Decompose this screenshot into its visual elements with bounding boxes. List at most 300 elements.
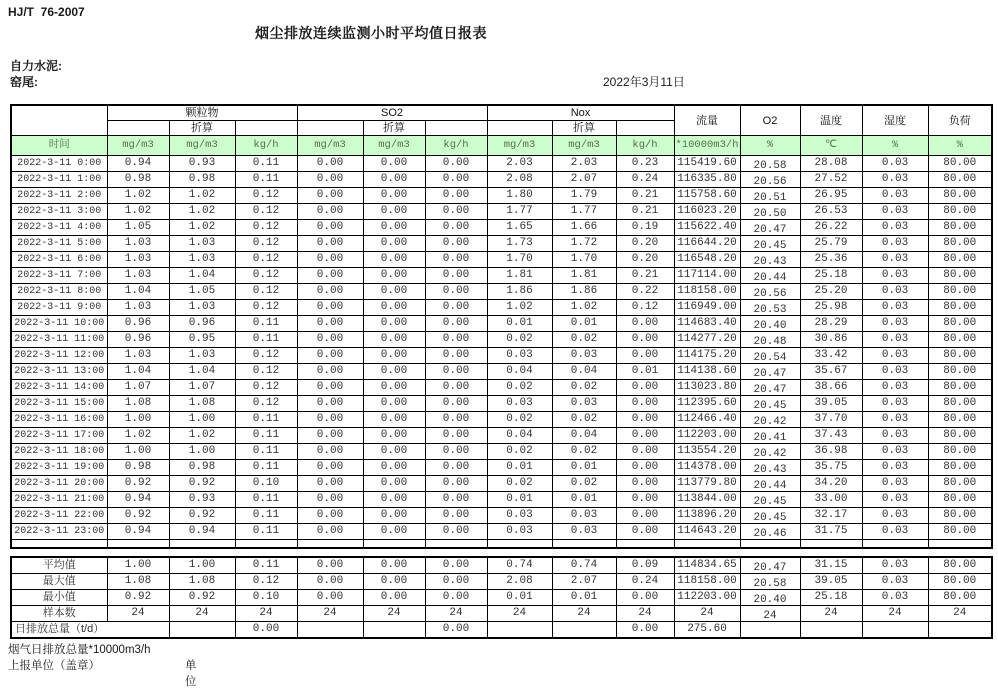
value-cell: 0.11 xyxy=(235,524,297,540)
value-cell: 1.00 xyxy=(169,557,235,574)
value-cell: 1.81 xyxy=(487,268,552,284)
col-header-humidity: 湿度 xyxy=(862,105,928,136)
value-cell: 0.00 xyxy=(363,156,425,172)
value-cell: 0.00 xyxy=(363,444,425,460)
value-cell: 0.03 xyxy=(862,444,928,460)
value-cell: 0.00 xyxy=(363,460,425,476)
value-cell: 0.00 xyxy=(297,348,363,364)
data-row xyxy=(11,172,992,188)
value-cell: 0.01 xyxy=(487,590,552,606)
value-cell: 0.03 xyxy=(487,508,552,524)
value-cell: 0.21 xyxy=(616,188,674,204)
value-cell: 1.00 xyxy=(107,557,169,574)
data-row xyxy=(11,508,992,524)
standard-number: HJ/T 76-2007 xyxy=(8,5,85,19)
value-cell: 0.03 xyxy=(862,268,928,284)
time-cell: 2022-3-11 20:00 xyxy=(11,476,107,492)
value-cell: 0.20 xyxy=(616,252,674,268)
value-cell: 27.52 xyxy=(800,172,862,188)
value-cell: 0.00 xyxy=(616,460,674,476)
value-cell: 0.00 xyxy=(297,476,363,492)
unit-header: mg/m3 xyxy=(107,136,169,156)
value-cell: 1.02 xyxy=(107,428,169,444)
value-cell: 1.02 xyxy=(169,204,235,220)
value-cell: 0.00 xyxy=(297,284,363,300)
value-cell: 118158.00 xyxy=(674,574,740,590)
blank-cell xyxy=(297,121,363,136)
unit-header-row xyxy=(11,136,992,156)
value-cell: 0.94 xyxy=(107,156,169,172)
value-cell: 0.01 xyxy=(487,316,552,332)
value-cell: 20.45 xyxy=(740,508,800,524)
value-cell xyxy=(169,622,235,639)
value-cell: 0.12 xyxy=(235,380,297,396)
value-cell: 20.47 xyxy=(740,220,800,236)
value-cell xyxy=(928,622,992,639)
value-cell: 0.00 xyxy=(425,476,487,492)
value-cell: 1.02 xyxy=(169,428,235,444)
value-cell: 20.54 xyxy=(740,348,800,364)
value-cell: 0.03 xyxy=(487,396,552,412)
blank-cell xyxy=(425,121,487,136)
value-cell: 0.11 xyxy=(235,156,297,172)
empty-cell xyxy=(487,540,552,548)
value-cell: 116644.20 xyxy=(674,236,740,252)
value-cell: 20.40 xyxy=(740,316,800,332)
value-cell: 24 xyxy=(552,606,616,622)
value-cell: 80.00 xyxy=(928,172,992,188)
value-cell: 80.00 xyxy=(928,412,992,428)
value-cell: 80.00 xyxy=(928,284,992,300)
value-cell: 20.51 xyxy=(740,188,800,204)
value-cell: 1.79 xyxy=(552,188,616,204)
value-cell: 0.00 xyxy=(297,332,363,348)
value-cell: 24 xyxy=(235,606,297,622)
unit-header: kg/h xyxy=(425,136,487,156)
value-cell: 0.94 xyxy=(107,524,169,540)
value-cell: 0.00 xyxy=(297,460,363,476)
value-cell: 0.02 xyxy=(487,332,552,348)
value-cell: 0.93 xyxy=(169,492,235,508)
value-cell: 1.03 xyxy=(107,348,169,364)
value-cell: 0.19 xyxy=(616,220,674,236)
value-cell: 0.12 xyxy=(235,348,297,364)
value-cell: 1.02 xyxy=(107,204,169,220)
value-cell: 0.03 xyxy=(862,284,928,300)
unit-header: kg/h xyxy=(235,136,297,156)
value-cell: 0.00 xyxy=(425,268,487,284)
data-row xyxy=(11,492,992,508)
value-cell: 0.92 xyxy=(107,476,169,492)
value-cell: 1.70 xyxy=(487,252,552,268)
value-cell: 0.00 xyxy=(616,396,674,412)
summary-row xyxy=(11,557,992,574)
value-cell: 114834.65 xyxy=(674,557,740,574)
group-header-pm: 颗粒物 xyxy=(107,105,297,121)
time-cell: 2022-3-11 9:00 xyxy=(11,300,107,316)
value-cell: 0.21 xyxy=(616,268,674,284)
data-row xyxy=(11,156,992,172)
summary-table xyxy=(10,556,993,639)
value-cell: 25.18 xyxy=(800,590,862,606)
value-cell: 115622.40 xyxy=(674,220,740,236)
value-cell: 0.00 xyxy=(363,476,425,492)
value-cell: 0.94 xyxy=(169,524,235,540)
value-cell: 0.03 xyxy=(862,412,928,428)
value-cell: 0.03 xyxy=(862,348,928,364)
unit-header: mg/m3 xyxy=(487,136,552,156)
value-cell: 1.77 xyxy=(552,204,616,220)
value-cell: 0.00 xyxy=(363,428,425,444)
value-cell: 28.29 xyxy=(800,316,862,332)
value-cell: 0.95 xyxy=(169,332,235,348)
value-cell: 20.43 xyxy=(740,460,800,476)
time-cell: 2022-3-11 23:00 xyxy=(11,524,107,540)
value-cell: 0.00 xyxy=(425,590,487,606)
value-cell: 0.00 xyxy=(297,300,363,316)
value-cell: 0.00 xyxy=(616,590,674,606)
time-cell: 2022-3-11 21:00 xyxy=(11,492,107,508)
value-cell: 0.03 xyxy=(862,380,928,396)
value-cell: 116335.80 xyxy=(674,172,740,188)
value-cell: 80.00 xyxy=(928,444,992,460)
value-cell: 0.00 xyxy=(425,284,487,300)
value-cell: 1.03 xyxy=(169,300,235,316)
value-cell: 0.02 xyxy=(552,476,616,492)
value-cell: 0.00 xyxy=(363,590,425,606)
value-cell: 2.03 xyxy=(487,156,552,172)
value-cell: 1.03 xyxy=(107,236,169,252)
value-cell: 0.24 xyxy=(616,172,674,188)
data-row xyxy=(11,348,992,364)
value-cell: 0.00 xyxy=(425,412,487,428)
time-cell: 2022-3-11 1:00 xyxy=(11,172,107,188)
value-cell: 0.11 xyxy=(235,444,297,460)
value-cell: 24 xyxy=(674,606,740,622)
value-cell: 0.98 xyxy=(169,460,235,476)
value-cell: 0.00 xyxy=(363,332,425,348)
value-cell xyxy=(552,622,616,639)
value-cell: 0.00 xyxy=(616,622,674,639)
value-cell: 20.56 xyxy=(740,172,800,188)
data-row xyxy=(11,252,992,268)
value-cell: 25.36 xyxy=(800,252,862,268)
value-cell: 80.00 xyxy=(928,574,992,590)
value-cell: 0.02 xyxy=(487,412,552,428)
value-cell: 24 xyxy=(740,606,800,622)
time-cell: 2022-3-11 14:00 xyxy=(11,380,107,396)
value-cell: 112203.00 xyxy=(674,590,740,606)
value-cell: 1.07 xyxy=(169,380,235,396)
value-cell: 2.08 xyxy=(487,172,552,188)
unit-header: mg/m3 xyxy=(552,136,616,156)
value-cell: 0.02 xyxy=(487,380,552,396)
value-cell: 0.11 xyxy=(235,316,297,332)
value-cell: 0.00 xyxy=(425,380,487,396)
unit-label: 单位 xyxy=(185,660,197,688)
value-cell xyxy=(487,622,552,639)
empty-cell xyxy=(740,540,800,548)
value-cell: 36.98 xyxy=(800,444,862,460)
value-cell: 0.00 xyxy=(425,492,487,508)
value-cell: 0.00 xyxy=(363,492,425,508)
value-cell xyxy=(363,622,425,639)
value-cell: 0.94 xyxy=(107,492,169,508)
unit-header: % xyxy=(928,136,992,156)
value-cell: 25.98 xyxy=(800,300,862,316)
value-cell: 1.04 xyxy=(107,364,169,380)
value-cell: 1.65 xyxy=(487,220,552,236)
value-cell xyxy=(800,622,862,639)
value-cell: 32.17 xyxy=(800,508,862,524)
value-cell: 0.12 xyxy=(235,396,297,412)
main-table-body xyxy=(11,156,992,548)
value-cell: 80.00 xyxy=(928,380,992,396)
value-cell: 0.02 xyxy=(487,444,552,460)
value-cell: 20.47 xyxy=(740,364,800,380)
conv-header-nox: 折算 xyxy=(552,121,616,136)
value-cell: 26.53 xyxy=(800,204,862,220)
time-cell: 2022-3-11 4:00 xyxy=(11,220,107,236)
value-cell: 20.50 xyxy=(740,204,800,220)
value-cell: 0.00 xyxy=(297,574,363,590)
value-cell: 0.24 xyxy=(616,574,674,590)
value-cell: 0.00 xyxy=(425,188,487,204)
empty-cell xyxy=(363,540,425,548)
data-row xyxy=(11,188,992,204)
value-cell: 0.92 xyxy=(169,590,235,606)
value-cell: 0.92 xyxy=(169,508,235,524)
value-cell: 0.01 xyxy=(552,460,616,476)
value-cell: 0.04 xyxy=(552,428,616,444)
value-cell: 0.00 xyxy=(363,508,425,524)
summary-label-cell: 最小值 xyxy=(11,590,107,606)
value-cell: 0.12 xyxy=(235,300,297,316)
value-cell: 1.03 xyxy=(169,252,235,268)
empty-cell xyxy=(297,540,363,548)
value-cell: 24 xyxy=(862,606,928,622)
value-cell: 1.02 xyxy=(552,300,616,316)
data-row xyxy=(11,300,992,316)
value-cell: 80.00 xyxy=(928,492,992,508)
value-cell: 1.05 xyxy=(169,284,235,300)
value-cell: 0.03 xyxy=(487,524,552,540)
unit-header: mg/m3 xyxy=(363,136,425,156)
value-cell: 0.03 xyxy=(552,348,616,364)
summary-label-cell: 样本数 xyxy=(11,606,107,622)
value-cell: 0.00 xyxy=(425,220,487,236)
value-cell: 0.01 xyxy=(552,590,616,606)
value-cell: 0.00 xyxy=(297,172,363,188)
value-cell: 0.00 xyxy=(425,332,487,348)
value-cell: 0.03 xyxy=(862,252,928,268)
value-cell: 0.00 xyxy=(363,236,425,252)
value-cell: 20.48 xyxy=(740,332,800,348)
value-cell: 1.08 xyxy=(169,574,235,590)
value-cell: 115758.60 xyxy=(674,188,740,204)
value-cell: 116949.00 xyxy=(674,300,740,316)
summary-row xyxy=(11,606,992,622)
empty-cell xyxy=(674,540,740,548)
value-cell: 0.00 xyxy=(297,396,363,412)
value-cell: 24 xyxy=(616,606,674,622)
monitoring-table xyxy=(10,104,993,549)
col-header-flow: 流量 xyxy=(674,105,740,136)
value-cell: 0.02 xyxy=(552,380,616,396)
data-row xyxy=(11,428,992,444)
value-cell: 0.00 xyxy=(363,412,425,428)
value-cell: 0.00 xyxy=(297,220,363,236)
value-cell: 112395.60 xyxy=(674,396,740,412)
value-cell: 20.45 xyxy=(740,396,800,412)
value-cell xyxy=(740,622,800,639)
value-cell: 0.00 xyxy=(297,236,363,252)
value-cell: 0.12 xyxy=(235,236,297,252)
value-cell: 80.00 xyxy=(928,590,992,606)
value-cell: 0.00 xyxy=(363,284,425,300)
time-cell: 2022-3-11 7:00 xyxy=(11,268,107,284)
value-cell: 0.03 xyxy=(862,476,928,492)
value-cell: 0.00 xyxy=(425,364,487,380)
value-cell: 0.11 xyxy=(235,460,297,476)
value-cell: 1.80 xyxy=(487,188,552,204)
value-cell: 80.00 xyxy=(928,268,992,284)
value-cell: 37.70 xyxy=(800,412,862,428)
data-row xyxy=(11,332,992,348)
value-cell: 24 xyxy=(169,606,235,622)
value-cell: 80.00 xyxy=(928,428,992,444)
blank-cell xyxy=(616,121,674,136)
value-cell: 0.00 xyxy=(363,204,425,220)
value-cell: 0.00 xyxy=(297,524,363,540)
value-cell: 1.08 xyxy=(107,574,169,590)
value-cell: 0.03 xyxy=(862,156,928,172)
value-cell: 0.00 xyxy=(616,524,674,540)
value-cell: 2.03 xyxy=(552,156,616,172)
value-cell: 0.00 xyxy=(616,492,674,508)
value-cell: 0.00 xyxy=(425,524,487,540)
value-cell: 28.08 xyxy=(800,156,862,172)
data-row xyxy=(11,364,992,380)
col-header-temperature: 温度 xyxy=(800,105,862,136)
value-cell: 0.23 xyxy=(616,156,674,172)
value-cell: 0.03 xyxy=(862,172,928,188)
value-cell: 1.03 xyxy=(107,268,169,284)
blank-cell xyxy=(107,121,169,136)
value-cell: 1.00 xyxy=(169,444,235,460)
value-cell: 0.00 xyxy=(363,524,425,540)
value-cell: 30.86 xyxy=(800,332,862,348)
time-cell: 2022-3-11 5:00 xyxy=(11,236,107,252)
value-cell: 1.02 xyxy=(169,220,235,236)
time-cell: 2022-3-11 8:00 xyxy=(11,284,107,300)
value-cell: 0.03 xyxy=(552,396,616,412)
value-cell: 34.20 xyxy=(800,476,862,492)
value-cell: 114683.40 xyxy=(674,316,740,332)
group-header-nox: Nox xyxy=(487,105,674,121)
value-cell: 1.08 xyxy=(107,396,169,412)
value-cell: 114175.20 xyxy=(674,348,740,364)
value-cell: 80.00 xyxy=(928,236,992,252)
value-cell: 0.21 xyxy=(616,204,674,220)
value-cell: 24 xyxy=(425,606,487,622)
value-cell: 37.43 xyxy=(800,428,862,444)
value-cell: 0.03 xyxy=(862,236,928,252)
value-cell: 0.12 xyxy=(235,188,297,204)
data-row xyxy=(11,396,992,412)
time-header: 时间 xyxy=(11,136,107,156)
value-cell: 0.12 xyxy=(235,364,297,380)
value-cell: 0.98 xyxy=(107,460,169,476)
empty-cell xyxy=(616,540,674,548)
value-cell: 0.00 xyxy=(363,348,425,364)
value-cell: 0.00 xyxy=(425,508,487,524)
value-cell: 0.00 xyxy=(363,268,425,284)
value-cell: 39.05 xyxy=(800,396,862,412)
summary-row xyxy=(11,590,992,606)
value-cell: 20.44 xyxy=(740,268,800,284)
unit-header: % xyxy=(740,136,800,156)
value-cell: 0.03 xyxy=(862,524,928,540)
value-cell: 113023.80 xyxy=(674,380,740,396)
value-cell: 1.00 xyxy=(107,444,169,460)
value-cell: 0.00 xyxy=(616,332,674,348)
value-cell: 24 xyxy=(107,606,169,622)
value-cell: 116548.20 xyxy=(674,252,740,268)
empty-cell xyxy=(928,540,992,548)
empty-cell xyxy=(800,540,862,548)
time-cell: 2022-3-11 13:00 xyxy=(11,364,107,380)
value-cell: 0.00 xyxy=(297,492,363,508)
value-cell: 0.00 xyxy=(425,300,487,316)
value-cell: 0.93 xyxy=(169,156,235,172)
value-cell: 2.08 xyxy=(487,574,552,590)
report-date: 2022年3月11日 xyxy=(603,75,685,89)
value-cell: 0.00 xyxy=(616,316,674,332)
value-cell: 1.03 xyxy=(169,236,235,252)
value-cell: 0.00 xyxy=(616,444,674,460)
value-cell: 0.00 xyxy=(297,188,363,204)
value-cell: 0.96 xyxy=(169,316,235,332)
value-cell: 113844.00 xyxy=(674,492,740,508)
summary-table-body xyxy=(11,557,992,638)
value-cell: 0.20 xyxy=(616,236,674,252)
value-cell: 0.00 xyxy=(297,204,363,220)
value-cell: 0.00 xyxy=(363,188,425,204)
value-cell: 1.03 xyxy=(169,348,235,364)
value-cell: 0.03 xyxy=(862,396,928,412)
blank-cell xyxy=(487,121,552,136)
value-cell: 1.73 xyxy=(487,236,552,252)
value-cell: 0.00 xyxy=(363,396,425,412)
value-cell: 80.00 xyxy=(928,396,992,412)
value-cell: 0.00 xyxy=(297,380,363,396)
value-cell: 0.03 xyxy=(862,557,928,574)
value-cell: 1.08 xyxy=(169,396,235,412)
value-cell: 25.20 xyxy=(800,284,862,300)
value-cell: 0.01 xyxy=(616,364,674,380)
value-cell: 1.00 xyxy=(169,412,235,428)
value-cell: 0.92 xyxy=(107,590,169,606)
value-cell: 80.00 xyxy=(928,332,992,348)
value-cell: 2.07 xyxy=(552,574,616,590)
value-cell: 20.45 xyxy=(740,236,800,252)
value-cell: 0.00 xyxy=(363,364,425,380)
data-row xyxy=(11,380,992,396)
value-cell: 20.43 xyxy=(740,252,800,268)
data-row xyxy=(11,236,992,252)
value-cell: 112203.00 xyxy=(674,428,740,444)
